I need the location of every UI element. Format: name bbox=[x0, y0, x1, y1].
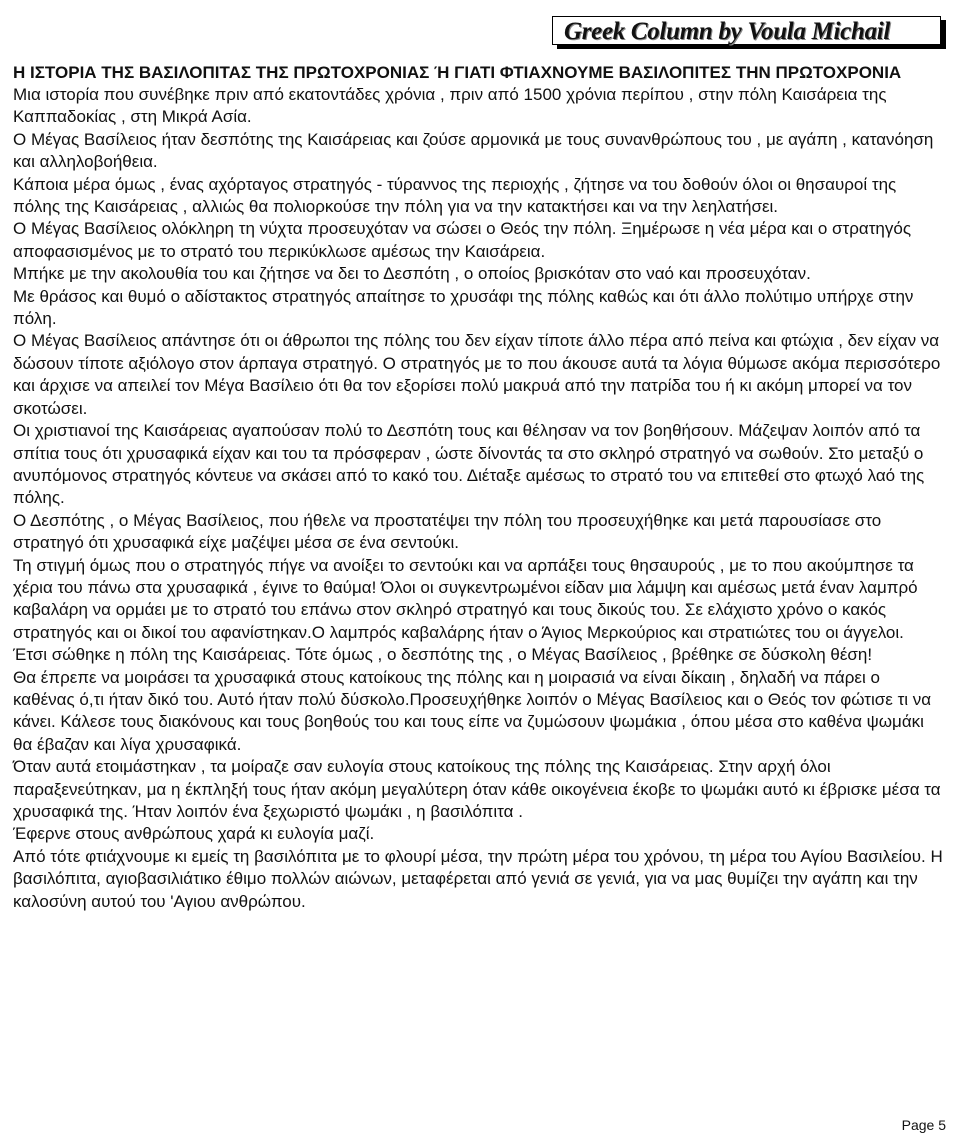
page-number: Page 5 bbox=[901, 1117, 946, 1133]
column-banner bbox=[552, 16, 946, 46]
paragraph: Όταν αυτά ετοιμάστηκαν , τα μοίραζε σαν ευλογία στους κατοίκους της πόλης της Καισάρειας. Στην αρχή όλοι παραξενεύτηκαν, μα η έκπληξή τους ήταν ακόμη μεγαλύτερη όταν κάθε οικογένεια έκοβε το ψωμάκι αυτό κι έβρισκε μέσα τα χρυσαφικά της. Ήταν λοιπόν ένα ξεχωριστό ψωμάκι , η βασιλόπιτα . bbox=[13, 757, 941, 821]
paragraph: Έτσι σώθηκε η πόλη της Καισάρειας. Τότε όμως , ο δεσπότης της , ο Μέγας Βασίλειος , βρέθηκε σε δύσκολη θέση! bbox=[13, 645, 873, 665]
paragraph: Με θράσος και θυμό ο αδίστακτος στρατηγός απαίτησε το χρυσάφι της πόλης καθώς και ότι άλλο πολύτιμο υπήρχε στην πόλη. bbox=[13, 286, 914, 329]
paragraph: Μια ιστορία που συνέβηκε πριν από εκατοντάδες χρόνια , πριν από 1500 χρόνια περίπου , στην πόλη Καισάρεια της Καππαδοκίας , στη Μικρά Ασία. bbox=[13, 85, 887, 127]
article-title: Η ΙΣΤΟΡΙΑ ΤΗΣ ΒΑΣΙΛΟΠΙΤΑΣ ΤΗΣ ΠΡΩΤΟΧΡΟΝΙΑΣ Ή ΓΙΑΤΙ ΦΤΙΑΧΝΟΥΜΕ ΒΑΣΙΛΟΠΙΤΕΣ ΤΗΝ ΠΡΩΤΟΧΡΟΝΙΑ bbox=[13, 63, 902, 82]
paragraph: Ο Δεσπότης , ο Μέγας Βασίλειος, που ήθελε να προστατέψει την πόλη του προσευχήθηκε και μετά παρουσίασε στο στρατηγό ότι χρυσαφικά είχε μαζέψει μέσα σε ένα σεντούκι. bbox=[13, 510, 882, 553]
paragraph: Θα έπρεπε να μοιράσει τα χρυσαφικά στους κατοίκους της πόλης και η μοιρασιά να είναι δίκαιη , δηλαδή να πάρει ο καθένας ό,τι ήταν δικό του. Αυτό ήταν πολύ δύσκολο.Προσευχήθηκε λοιπόν ο Μέγας Βασίλειος και ο Θεός τον φώτισε τι να κάνει. Κάλεσε τους διακόνους και τους βοηθούς του και τους είπε να ζυμώσουν ψωμάκια , όπου μέσα στο καθένα ψωμάκι θα έβαζαν και λίγα χρυσαφικά. bbox=[13, 667, 932, 754]
paragraph: Οι χριστιανοί της Καισάρειας αγαπούσαν πολύ το Δεσπότη τους και θέλησαν να τον βοηθήσουν. Μάζεψαν λοιπόν από τα σπίτια τους ότι χρυσαφικά είχαν και του τα πρόσφεραν , ώστε δίνοντάς τα στο σκληρό στρατηγό να σωθούν. Στο μεταξύ ο ανυπόμονος στρατηγός κόντευε να σκάσει από το κακό του. Διέταξε αμέσως το στρατό του να επιτεθεί στο φτωχό λαό της πόλης. bbox=[13, 421, 925, 508]
paragraph: Ο Μέγας Βασίλειος ήταν δεσπότης της Καισάρειας και ζούσε αρμονικά με τους συνανθρώπους του , με αγάπη , κατανόηση και αλληλοβοήθεια. bbox=[13, 129, 934, 172]
article bbox=[13, 62, 943, 913]
paragraph: Τη στιγμή όμως που ο στρατηγός πήγε να ανοίξει το σεντούκι και να αρπάξει τους θησαυρούς , με το που ακούμπησε τα χέρια του πάνω στα χρυσαφικά , έγινε το θαύμα! Όλοι οι συγκεντρωμένοι είδαν μια λάμψη και αμέσως μετά έναν λαμπρό καβαλάρη να ορμάει με το στρατό του επάνω στον σκληρό στρατηγό και τους δικούς του. Σε ελάχιστο χρόνο ο κακός στρατηγός και οι δικοί του αφανίστηκαν.Ο λαμπρός καβαλάρης ήταν ο Άγιος Μερκούριος και στρατιώτες του οι άγγελοι. bbox=[13, 555, 918, 642]
article-body bbox=[13, 84, 943, 913]
paragraph: Κάποια μέρα όμως , ένας αχόρταγος στρατηγός - τύραννος της περιοχής , ζήτησε να του δοθούν όλοι οι θησαυροί της πόλης της Καισάρειας , αλλιώς θα πολιορκούσε την πόλη για να την κατακτήσει και να την λεηλατήσει. bbox=[13, 174, 897, 217]
paragraph: Έφερνε στους ανθρώπους χαρά κι ευλογία μαζί. bbox=[13, 824, 375, 844]
column-title: Greek Column by Voula Michail bbox=[564, 18, 891, 45]
paragraph: Από τότε φτιάχνουμε κι εμείς τη βασιλόπιτα με το φλουρί μέσα, την πρώτη μέρα του χρόνου, τη μέρα του Αγίου Βασιλείου. Η βασιλόπιτα, αγιοβασιλιάτικο έθιμο πολλών αιώνων, μεταφέρεται από γενιά σε γενιά, για να μας θυμίζει την αγάπη και την καλοσύνη αυτού του 'Αγιου ανθρώπου. bbox=[13, 846, 943, 911]
paragraph: Ο Μέγας Βασίλειος απάντησε ότι οι άθρωποι της πόλης του δεν είχαν τίποτε άλλο πέρα από πείνα και φτώχια , δεν είχαν να δώσουν τίποτε αξιόλογο στον άρπαγα στρατηγό. Ο στρατηγός με το που άκουσε αυτά τα λόγια θύμωσε ακόμα περισσότερο και άρχισε να απειλεί τον Μέγα Βασίλειο ότι θα τον εξορίσει πολύ μακρυά από την πατρίδα του ή κι ακόμη μπορεί να τον σκοτώσει. bbox=[13, 331, 941, 418]
paragraph: Ο Μέγας Βασίλειος ολόκληρη τη νύχτα προσευχόταν να σώσει ο Θεός την πόλη. Ξημέρωσε η νέα μέρα και ο στρατηγός αποφασισμένος με το στρατό του περικύκλωσε αμέσως την Καισάρεια. bbox=[13, 219, 912, 261]
paragraph: Μπήκε με την ακολουθία του και ζήτησε να δει το Δεσπότη , ο οποίος βρισκόταν στο ναό και προσευχόταν. bbox=[13, 264, 811, 284]
